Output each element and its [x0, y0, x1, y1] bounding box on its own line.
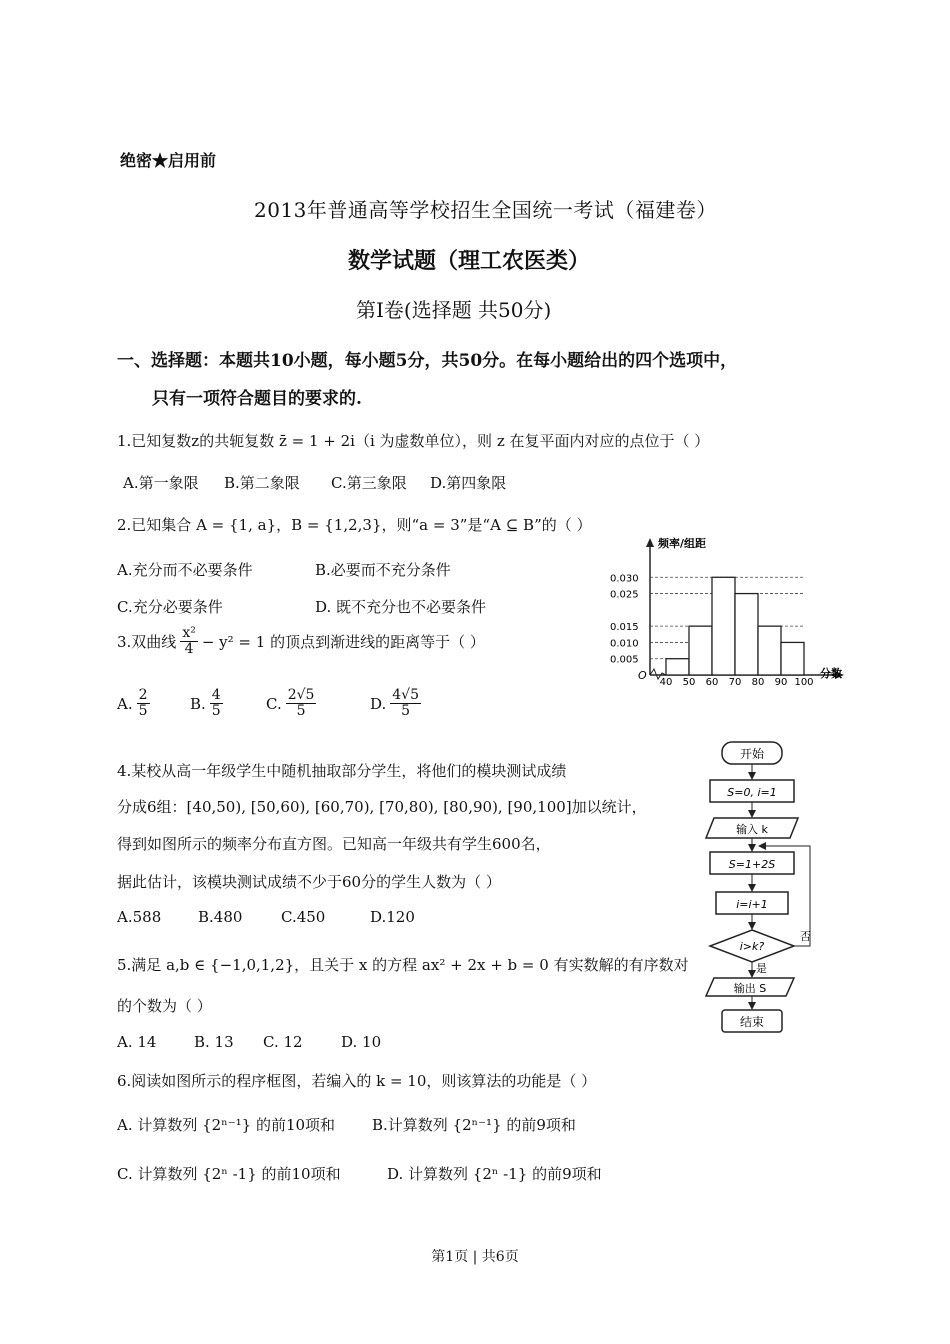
q3-option-b-frac — [210, 688, 223, 720]
q3-option-c-frac — [286, 688, 317, 720]
flow-start-text: 开始 — [739, 747, 765, 761]
q3-c-num: 2√5 — [287, 687, 315, 703]
q2-option-a: A.充分而不必要条件 — [117, 561, 253, 579]
y-tick-label: 0.015 — [610, 622, 639, 634]
q6-option-d: D. 计算数列 {2ⁿ -1} 的前9项和 — [387, 1165, 602, 1183]
y-tick-label: 0.005 — [610, 654, 639, 666]
question-6: 6.阅读如图所示的程序框图，若编入的 k = 10，则该算法的功能是（ ） — [117, 1072, 597, 1090]
program-flowchart — [690, 738, 825, 1038]
q3-frac-den: 4 — [184, 641, 194, 658]
q5-option-d: D. 10 — [341, 1033, 382, 1051]
histogram-bar — [781, 642, 804, 675]
exam-title: 2013年普通高等学校招生全国统一考试（福建卷） — [254, 198, 717, 222]
q3-b-num: 4 — [211, 687, 221, 703]
q2-option-d: D. 既不充分也不必要条件 — [315, 598, 487, 616]
part-title: 第Ⅰ卷(选择题 共50分) — [356, 298, 552, 322]
q5-option-b: B. 13 — [194, 1033, 234, 1051]
question-2: 2.已知集合 A = {1, a}，B = {1,2,3}，则“a = 3”是“A ⊆ B”的（ ） — [117, 516, 592, 534]
q4-option-b: B.480 — [198, 908, 243, 926]
flow-input-text: 输入 k — [736, 823, 768, 836]
y-tick-label: 0.010 — [610, 638, 639, 650]
question-5-line1: 5.满足 a,b ∈ {−1,0,1,2}，且关于 x 的方程 ax² + 2x + b = 0 有实数解的有序数对 — [117, 956, 689, 974]
q5-option-a: A. 14 — [117, 1033, 157, 1051]
flow-end-text: 结束 — [739, 1015, 765, 1029]
x-tick-label: 70 — [728, 677, 742, 688]
q3-fraction — [180, 626, 198, 658]
q3-d-num: 4√5 — [392, 687, 420, 703]
question-4-line1: 4.某校从高一年级学生中随机抽取部分学生，将他们的模块测试成绩 — [117, 762, 567, 780]
flow-no-label: 否 — [800, 930, 811, 943]
question-4-line3: 得到如图所示的频率分布直方图。已知高一年级共有学生600名， — [117, 835, 551, 853]
subject-title: 数学试题（理工农医类） — [348, 248, 591, 274]
q3-option-c-label: C. — [266, 694, 282, 713]
q3-option-c — [266, 688, 316, 720]
q3-a-den: 5 — [138, 703, 148, 720]
q3-option-b — [190, 688, 223, 720]
flow-init-text: S=0, i=1 — [727, 786, 777, 799]
q6-option-c: C. 计算数列 {2ⁿ -1} 的前10项和 — [117, 1165, 341, 1183]
q3-d-den: 5 — [401, 703, 411, 720]
q6-option-b: B.计算数列 {2ⁿ⁻¹} 的前9项和 — [372, 1116, 576, 1134]
q6-option-a: A. 计算数列 {2ⁿ⁻¹} 的前10项和 — [117, 1116, 336, 1134]
x-tick-label: 60 — [705, 677, 719, 688]
q1-option-c: C.第三象限 — [331, 474, 407, 492]
q3-option-d-label: D. — [370, 694, 387, 713]
q1-option-d: D.第四象限 — [430, 474, 507, 492]
q3-text-pre: 3.双曲线 — [117, 633, 177, 652]
question-4-line4: 据此估计，该模块测试成绩不少于60分的学生人数为（ ） — [117, 873, 501, 891]
histogram-bar — [758, 626, 781, 675]
q2-option-c: C.充分必要条件 — [117, 598, 223, 616]
q4-option-a: A.588 — [117, 908, 162, 926]
q5-option-c: C. 12 — [263, 1033, 303, 1051]
flow-yes-label: 是 — [756, 962, 767, 975]
question-1: 1.已知复数z的共轭复数 z̄ = 1 + 2i（i 为虚数单位），则 z 在复平面内对应的点位于（ ） — [117, 432, 710, 450]
q4-option-c: C.450 — [281, 908, 326, 926]
x-tick-label: 40 — [659, 677, 673, 688]
flow-output-text: 输出 S — [733, 982, 767, 995]
section-heading-line2: 只有一项符合题目的要求的. — [152, 389, 362, 409]
histogram-bar — [666, 659, 689, 675]
q2-option-b: B.必要而不充分条件 — [315, 561, 451, 579]
page-footer: 第1页 | 共6页 — [431, 1249, 519, 1265]
q3-text-post: − y² = 1 的顶点到渐进线的距离等于（ ） — [201, 633, 485, 652]
x-axis-label: 分数 — [820, 667, 842, 680]
q1-option-a: A.第一象限 — [123, 474, 199, 492]
y-tick-label: 0.025 — [610, 589, 639, 601]
q4-option-d: D.120 — [370, 908, 415, 926]
confidential-mark: 绝密★启用前 — [120, 151, 217, 170]
histogram-bar — [689, 626, 712, 675]
question-3 — [117, 626, 485, 658]
flow-condition-text: i>k? — [739, 940, 765, 953]
q3-option-a — [117, 688, 150, 720]
q3-a-num: 2 — [138, 687, 148, 703]
q3-c-den: 5 — [296, 703, 306, 720]
q3-option-a-frac — [137, 688, 150, 720]
question-5-line2: 的个数为（ ） — [117, 997, 212, 1015]
section-heading-line1: 一、选择题：本题共10小题，每小题5分，共50分。在每小题给出的四个选项中， — [117, 351, 738, 371]
y-axis-arrow — [646, 538, 654, 547]
histogram-bar — [712, 577, 735, 675]
y-axis-label: 频率/组距 — [658, 537, 707, 550]
question-4-line2: 分成6组：[40,50), [50,60), [60,70), [70,80), [80,90), [90,100]加以统计， — [117, 798, 647, 816]
q3-b-den: 5 — [211, 703, 221, 720]
histogram-bar — [735, 594, 758, 675]
q3-option-a-label: A. — [117, 694, 133, 713]
flow-increment-text: i=i+1 — [736, 898, 768, 911]
y-tick-label: 0.030 — [610, 573, 639, 585]
q3-frac-num: x² — [182, 625, 196, 641]
frequency-histogram — [608, 533, 858, 688]
x-tick-label: 90 — [774, 677, 788, 688]
flow-update-text: S=1+2S — [728, 858, 776, 871]
q1-option-b: B.第二象限 — [224, 474, 300, 492]
q3-option-d — [370, 688, 421, 720]
q3-option-d-frac — [390, 688, 421, 720]
x-tick-label: 50 — [682, 677, 696, 688]
x-tick-label: 80 — [751, 677, 765, 688]
origin-label: O — [638, 669, 647, 682]
x-tick-label: 100 — [794, 677, 814, 688]
q3-option-b-label: B. — [190, 694, 206, 713]
histogram-group — [610, 536, 844, 688]
